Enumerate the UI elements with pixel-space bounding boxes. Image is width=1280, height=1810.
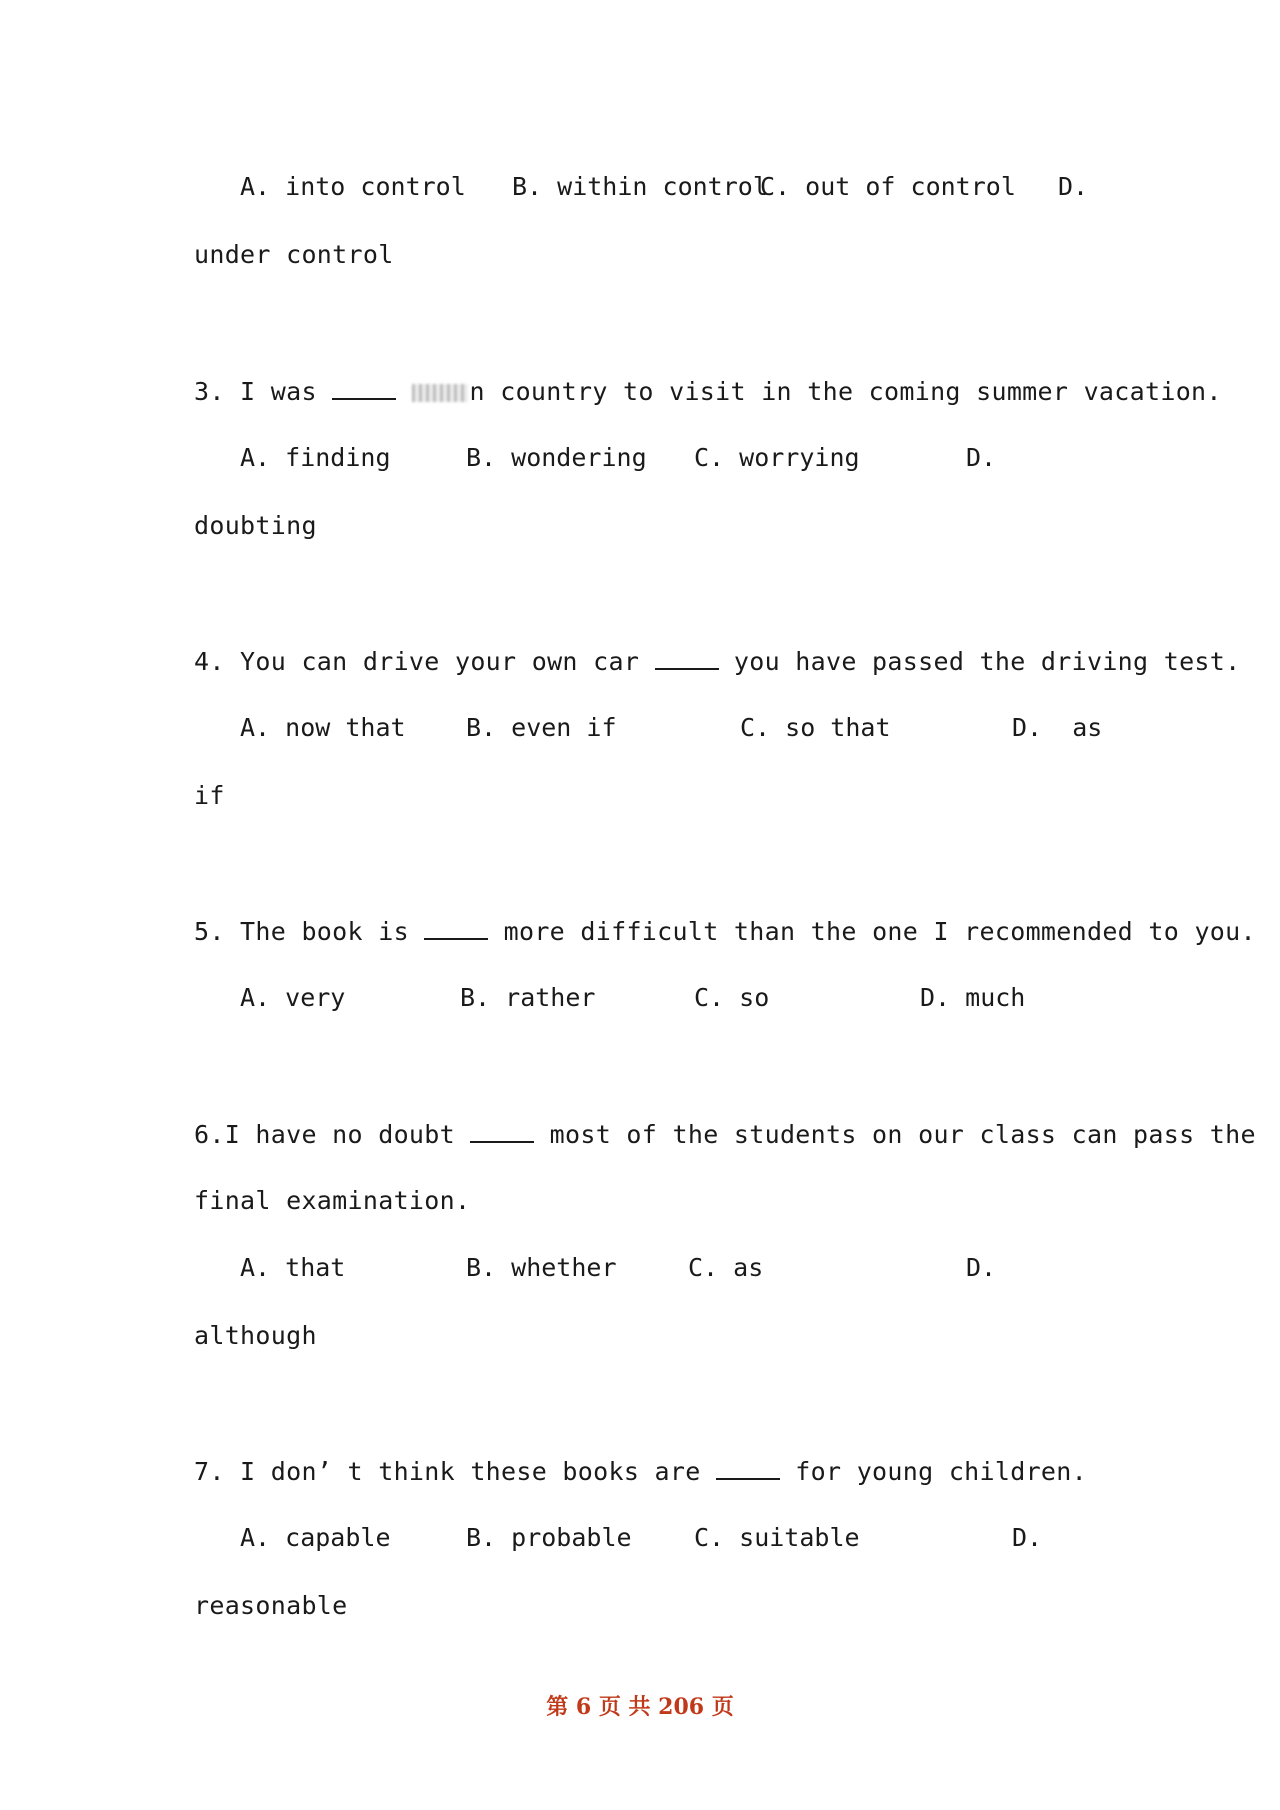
- q4-option-d: D. as: [1012, 713, 1103, 742]
- q3-option-a: A. finding: [240, 443, 391, 472]
- q7-option-a: A. capable: [240, 1523, 391, 1552]
- page-number-footer: 第 6 页 共 206 页: [546, 1694, 734, 1720]
- question-6-lead: 6.I have no doubt: [194, 1120, 471, 1149]
- answer-blank: [332, 376, 396, 400]
- q3-option-d-text: doubting: [194, 511, 317, 540]
- q6-option-a: A. that: [240, 1253, 346, 1282]
- question-5-tail: more difficult than the one I recommended to you.: [488, 917, 1256, 946]
- q2-option-a: A. into control: [240, 172, 466, 201]
- q2-option-d: D.: [1058, 172, 1089, 201]
- question-7-lead: 7. I don’ t think these books are: [194, 1457, 716, 1486]
- q2-option-b: B. within control: [512, 172, 768, 201]
- q5-option-d: D. much: [920, 983, 1026, 1012]
- question-4-lead: 4. You can drive your own car: [194, 647, 655, 676]
- q4-option-c: C. so that: [740, 713, 891, 742]
- q6-option-d: D.: [966, 1253, 997, 1282]
- q3-option-c: C. worrying: [694, 443, 860, 472]
- answer-blank: [716, 1456, 780, 1480]
- q7-option-b: B. probable: [466, 1523, 632, 1552]
- question-6-line-2: final examination.: [194, 1186, 471, 1215]
- question-7: [194, 1456, 1087, 1487]
- answer-blank: [655, 646, 719, 670]
- question-5: [194, 916, 1256, 947]
- redacted-text: [412, 384, 468, 402]
- q2-option-d-text: under control: [194, 240, 394, 269]
- q5-option-c: C. so: [694, 983, 770, 1012]
- q6-option-c: C. as: [688, 1253, 764, 1282]
- q6-option-b: B. whether: [466, 1253, 617, 1282]
- question-3-tail: n country to visit in the coming summer vacation.: [469, 377, 1222, 406]
- q3-option-b: B. wondering: [466, 443, 647, 472]
- q7-option-c: C. suitable: [694, 1523, 860, 1552]
- answer-blank: [470, 1119, 534, 1143]
- question-6: [194, 1119, 1256, 1150]
- q7-option-d: D.: [1012, 1523, 1043, 1552]
- q3-option-d: D.: [966, 443, 997, 472]
- q4-option-d-text: if: [194, 781, 225, 810]
- question-6-tail: most of the students on our class can pass the: [534, 1120, 1256, 1149]
- question-3: [194, 376, 1222, 407]
- q4-option-a: A. now that: [240, 713, 406, 742]
- q4-option-b: B. even if: [466, 713, 617, 742]
- q6-option-d-text: although: [194, 1321, 317, 1350]
- question-4-tail: you have passed the driving test.: [718, 647, 1241, 676]
- question-3-lead: 3. I was: [194, 377, 333, 406]
- q7-option-d-text: reasonable: [194, 1591, 348, 1620]
- question-7-tail: for young children.: [779, 1457, 1087, 1486]
- question-4: [194, 646, 1241, 677]
- answer-blank: [424, 916, 488, 940]
- q2-option-c: C. out of control: [760, 172, 1016, 201]
- question-5-lead: 5. The book is: [194, 917, 425, 946]
- q5-option-b: B. rather: [460, 983, 596, 1012]
- q5-option-a: A. very: [240, 983, 346, 1012]
